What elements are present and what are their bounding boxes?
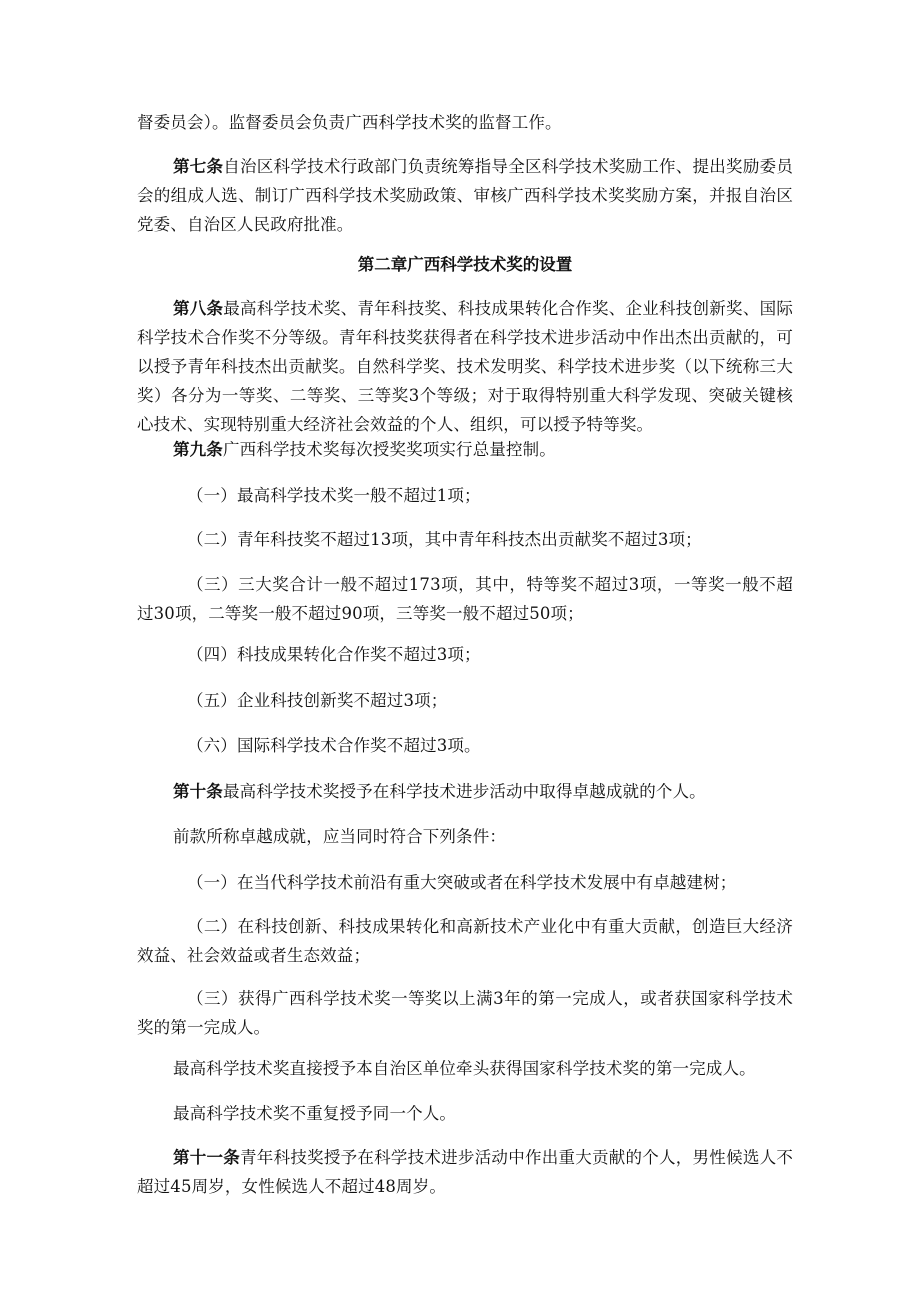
article-text: 最高科学技术奖授予在科学技术进步活动中取得卓越成就的个人。 xyxy=(222,782,706,801)
paragraph: 前款所称卓越成就，应当同时符合下列条件： xyxy=(173,827,506,846)
list-item: （一）最高科学技术奖一般不超过1项； xyxy=(187,486,481,505)
paragraph-continuation xyxy=(137,108,793,137)
article-text: 青年科技奖授予在科学技术进步活动中作出重大贡献的个人，男性候选人不超过45周岁，女性候选人不超过48周岁。 xyxy=(137,1148,793,1196)
paragraph: 最高科学技术奖不重复授予同一个人。 xyxy=(173,1104,457,1123)
article-11 xyxy=(137,1143,793,1201)
paragraph: 最高科学技术奖直接授予本自治区单位牵头获得国家科学技术奖的第一完成人。 xyxy=(173,1059,756,1078)
list-item: （四）科技成果转化合作奖不超过3项； xyxy=(187,645,481,664)
article-10 xyxy=(137,777,793,806)
article-text: 自治区科学技术行政部门负责统筹指导全区科学技术奖励工作、提出奖励委员会的组成人选、制订广西科学技术奖励政策、审核广西科学技术奖奖励方案，并报自治区党委、自治区人民政府批准。 xyxy=(137,157,793,234)
list-item: （三）三大奖合计一般不超过173项，其中，特等奖不超过3项，一等奖一般不超过30项，二等奖一般不超过90项，三等奖一般不超过50项； xyxy=(137,575,793,623)
article-number: 第十条 xyxy=(173,782,223,801)
article-number: 第八条 xyxy=(173,299,224,318)
article-number: 第九条 xyxy=(173,440,223,459)
article-7 xyxy=(137,152,793,239)
article-8 xyxy=(137,294,793,439)
list-item: （一）在当代科学技术前沿有重大突破或者在科学技术发展中有卓越建树； xyxy=(187,873,737,892)
list-item: （六）国际科学技术合作奖不超过3项。 xyxy=(187,736,481,755)
chapter-heading: 第二章广西科学技术奖的设置 xyxy=(357,255,573,274)
article-number: 第七条 xyxy=(173,157,224,176)
article-text: 广西科学技术奖每次授奖奖项实行总量控制。 xyxy=(222,440,556,459)
article-9 xyxy=(137,435,793,464)
list-item: （二）在科技创新、科技成果转化和高新技术产业化中有重大贡献，创造巨大经济效益、社会效益或者生态效益； xyxy=(137,917,793,965)
list-item: （五）企业科技创新奖不超过3项； xyxy=(187,691,448,710)
article-number: 第十一条 xyxy=(173,1148,241,1167)
article-text: 最高科学技术奖、青年科技奖、科技成果转化合作奖、企业科技创新奖、国际科学技术合作奖不分等级。青年科技奖获得者在科学技术进步活动中作出杰出贡献的，可以授予青年科技杰出贡献奖。自然科学奖、技术发明奖、科学技术进步奖（以下统称三大奖）各分为一等奖、二等奖、三等奖3个等级；对于取得特别重大科学发现、突破关键核心技术、实现特别重大经济社会效益的个人、组织，可以授予特等奖。 xyxy=(137,299,793,434)
paragraph-text: 督委员会）。监督委员会负责广西科学技术奖的监督工作。 xyxy=(137,113,562,132)
list-item: （二）青年科技奖不超过13项，其中青年科技杰出贡献奖不超过3项； xyxy=(187,530,702,549)
list-item: （三）获得广西科学技术奖一等奖以上满3年的第一完成人，或者获国家科学技术奖的第一完成人。 xyxy=(137,989,793,1037)
